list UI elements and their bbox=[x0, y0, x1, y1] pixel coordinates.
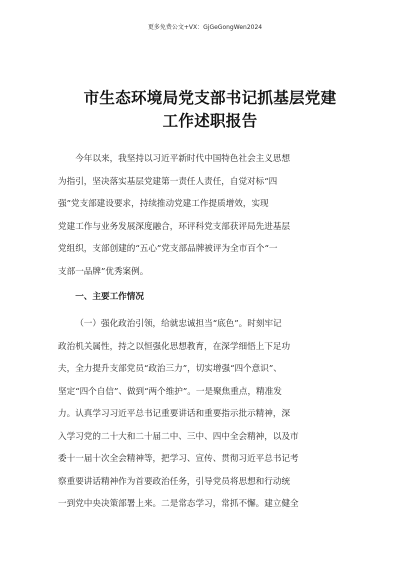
paragraph-line: 党组织，支部创建的“五心”党支部品牌被评为全市百个“一 bbox=[58, 244, 278, 254]
paragraph-line: 察重要讲话精神作为首要政治任务，引导党员将思想和行动统 bbox=[58, 476, 291, 487]
paragraph-line: （一）强化政治引领，给就忠诚担当“底色”。时刻牢记 bbox=[75, 319, 282, 329]
paragraph-line: 为指引，坚决落实基层党建第一责任人责任，自觉对标“四 bbox=[58, 176, 278, 187]
section-heading: 一、主要工作情况 bbox=[75, 292, 144, 302]
paragraph-line: 政治机关属性，持之以恒强化思想教育，在深学细悟上下足功 bbox=[58, 341, 291, 352]
paragraph-line: 力。认真学习习近平总书记重要讲话和重要指示批示精神，深 bbox=[58, 409, 291, 419]
paragraph-line: 强”党支部建设要求，持续推动党建工作提质增效，实现 bbox=[58, 199, 269, 209]
paragraph-line: 坚定“四个自信”、做到“两个维护”。一是聚焦重点，精准发 bbox=[58, 386, 282, 397]
title-line-1: 市生态环境局党支部书记抓基层党建 bbox=[83, 88, 337, 107]
paragraph-line: 入学习党的二十大和二十届二中、三中、四中全会精神，以及市 bbox=[58, 431, 299, 442]
paragraph-line: 今年以来，我坚持以习近平新时代中国特色社会主义思想 bbox=[75, 154, 291, 164]
paragraph-line: 夫，全力提升支部党员“政治三力”，切实增强“四个意识”、 bbox=[58, 364, 282, 374]
paragraph-line: 党建工作与业务发展深度融合，环评科党支部获评局先进基层 bbox=[58, 221, 291, 232]
document-title bbox=[60, 86, 360, 132]
section-paragraph bbox=[58, 313, 358, 516]
paragraph-line: 一到党中央决策部署上来。二是常态学习，常抓不懈。建立健全 bbox=[58, 499, 299, 509]
intro-paragraph bbox=[58, 148, 358, 283]
title-line-2: 工作述职报告 bbox=[162, 111, 258, 130]
paragraph-line: 支部一品牌”优秀案例。 bbox=[58, 266, 149, 277]
paragraph-line: 委十一届十次全会精神等，把学习、宣传、贯彻习近平总书记考 bbox=[58, 454, 299, 464]
header-note: 更多免费公文+VX：GjGeGongWen2024 bbox=[147, 24, 263, 31]
